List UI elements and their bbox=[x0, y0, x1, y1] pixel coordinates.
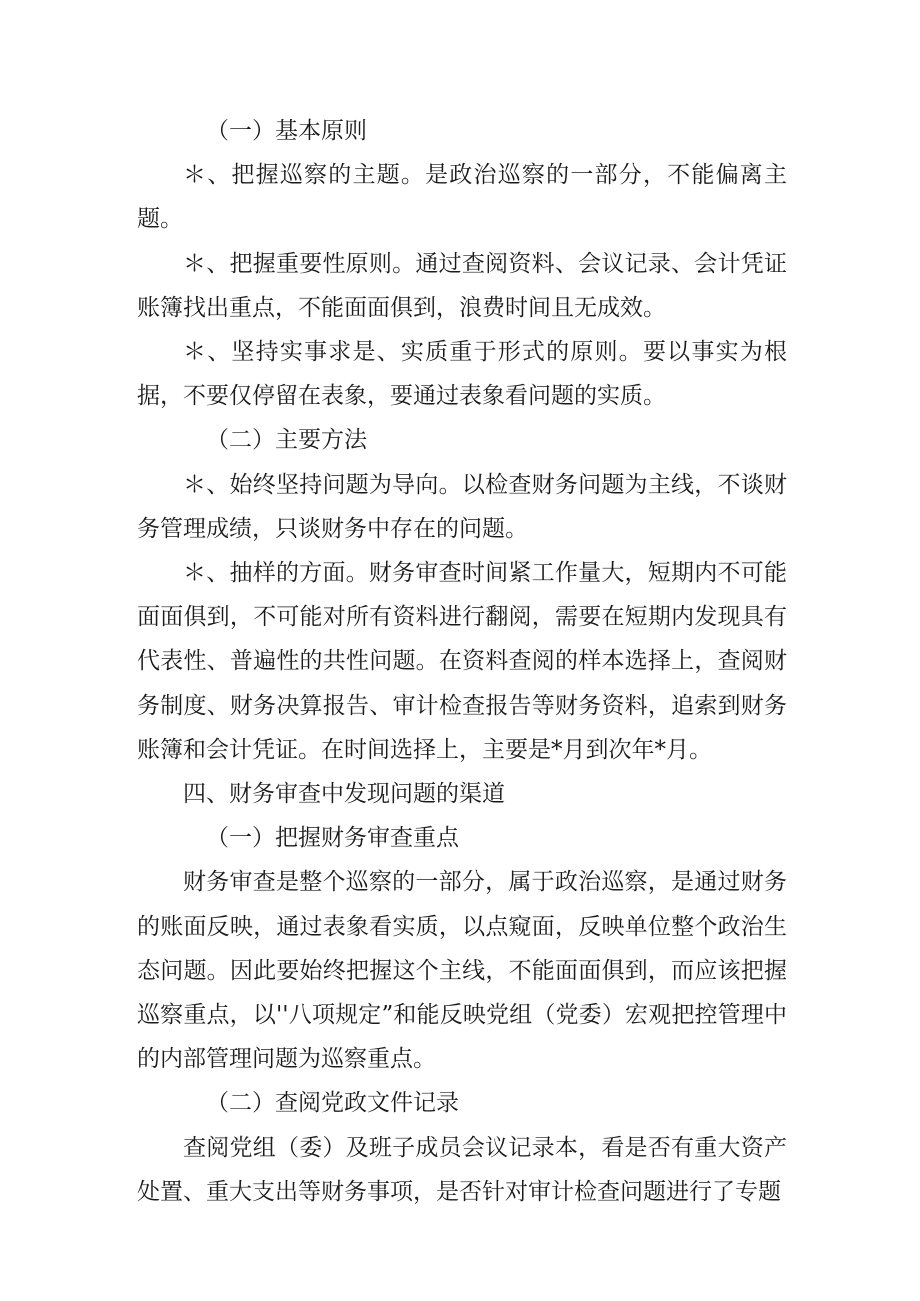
paragraph-party-records: 查阅党组（委）及班子成员会议记录本，看是否有重大资产处置、重大支出等财务事项，是否针对审计检查问题进行了专题 bbox=[137, 1134, 787, 1205]
paragraph-principle-1: ＊、把握巡察的主题。是政治巡察的一部分，不能偏离主题。 bbox=[137, 162, 787, 233]
paragraph-method-2: ＊、抽样的方面。财务审查时间紧工作量大，短期内不可能面面俱到，不可能对所有资料进行翻阅，需要在短期内发现具有代表性、普遍性的共性问题。在资料查阅的样本选择上，查阅财务制度、财务决算报告、审计检查报告等财务资料，追索到财务账簿和会计凭证。在时间选择上，主要是*月到次年*月。 bbox=[137, 560, 787, 763]
paragraph-method-1: ＊、始终坚持问题为导向。以检查财务问题为主线，不谈财务管理成绩，只谈财务中存在的问题。 bbox=[137, 471, 787, 542]
document-body bbox=[137, 109, 787, 1214]
section-heading-main-methods: （二）主要方法 bbox=[206, 427, 367, 454]
subsection-heading-audit-focus: （一）把握财务审查重点 bbox=[206, 825, 459, 852]
section-heading-basic-principles: （一）基本原则 bbox=[206, 118, 367, 144]
paragraph-audit-focus: 财务审查是整个巡察的一部分，属于政治巡察，是通过财务的账面反映，通过表象看实质，以点窥面，反映单位整个政治生态问题。因此要始终把握这个主线，不能面面俱到，而应该把握巡察重点，以''八项规定”和能反映党组（党委）宏观把控管理中的内部管理问题为巡察重点。 bbox=[137, 869, 787, 1073]
paragraph-principle-3: ＊、坚持实事求是、实质重于形式的原则。要以事实为根据，不要仅停留在表象，要通过表象看问题的实质。 bbox=[137, 339, 787, 410]
paragraph-principle-2: ＊、把握重要性原则。通过查阅资料、会议记录、会计凭证账簿找出重点，不能面面俱到，浪费时间且无成效。 bbox=[137, 250, 787, 321]
section-heading-four: 四、财务审查中发现问题的渠道 bbox=[183, 781, 505, 808]
subsection-heading-party-records: （二）查阅党政文件记录 bbox=[206, 1090, 459, 1117]
